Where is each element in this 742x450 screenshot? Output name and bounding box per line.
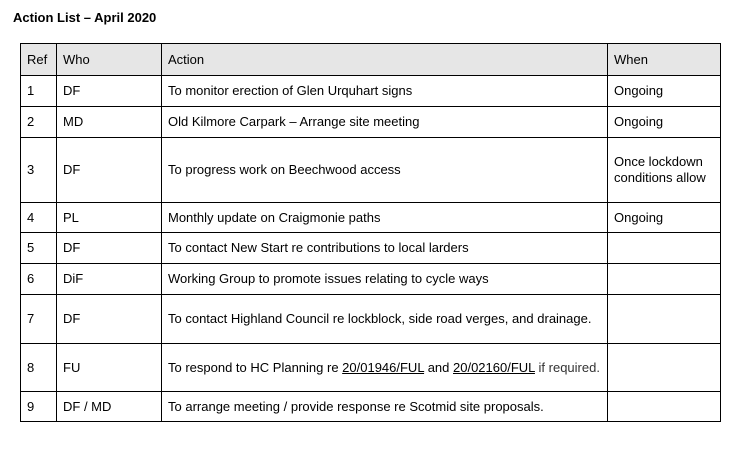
action-cell: To monitor erection of Glen Urquhart signs [162,76,608,107]
table-header-row [21,44,721,76]
action-cell [162,344,608,392]
planning-link-1[interactable]: 20/01946/FUL [342,359,425,375]
column-header-who: Who [57,44,162,76]
table-row [21,264,721,295]
ref-cell: 8 [21,344,57,392]
when-cell [608,392,721,422]
who-cell: MD [57,107,162,138]
when-cell: Once lockdown conditions allow [608,138,721,203]
table-row [21,107,721,138]
who-cell: DF [57,233,162,264]
column-header-ref: Ref [21,44,57,76]
action-cell: Old Kilmore Carpark – Arrange site meeting [162,107,608,138]
who-cell: DiF [57,264,162,295]
who-cell: DF [57,138,162,203]
action-text: and [424,359,453,375]
table-row [21,344,721,392]
when-cell [608,344,721,392]
page-title: Action List – April 2020 [13,10,157,25]
column-header-when: When [608,44,721,76]
when-cell [608,264,721,295]
ref-cell: 6 [21,264,57,295]
ref-cell: 7 [21,295,57,344]
planning-link-2[interactable]: 20/02160/FUL [453,359,535,375]
who-cell: PL [57,203,162,233]
ref-cell: 1 [21,76,57,107]
table-row [21,233,721,264]
ref-cell: 9 [21,392,57,422]
when-cell [608,233,721,264]
who-cell: FU [57,344,162,392]
action-text: if required. [534,359,600,375]
when-cell: Ongoing [608,203,721,233]
column-header-action: Action [162,44,608,76]
action-cell: To arrange meeting / provide response re Scotmid site proposals. [162,392,608,422]
who-cell: DF [57,76,162,107]
when-cell [608,295,721,344]
when-cell: Ongoing [608,107,721,138]
ref-cell: 4 [21,203,57,233]
action-list-table [20,43,721,422]
ref-cell: 3 [21,138,57,203]
action-text: To respond to HC Planning re [168,359,343,375]
table-row [21,76,721,107]
who-cell: DF / MD [57,392,162,422]
table-row [21,295,721,344]
action-cell: To contact New Start re contributions to local larders [162,233,608,264]
action-cell: To contact Highland Council re lockblock, side road verges, and drainage. [162,295,608,344]
ref-cell: 2 [21,107,57,138]
table-row [21,203,721,233]
action-cell: To progress work on Beechwood access [162,138,608,203]
who-cell: DF [57,295,162,344]
ref-cell: 5 [21,233,57,264]
table-row [21,138,721,203]
when-cell: Ongoing [608,76,721,107]
action-cell: Monthly update on Craigmonie paths [162,203,608,233]
action-cell: Working Group to promote issues relating to cycle ways [162,264,608,295]
table-row [21,392,721,422]
